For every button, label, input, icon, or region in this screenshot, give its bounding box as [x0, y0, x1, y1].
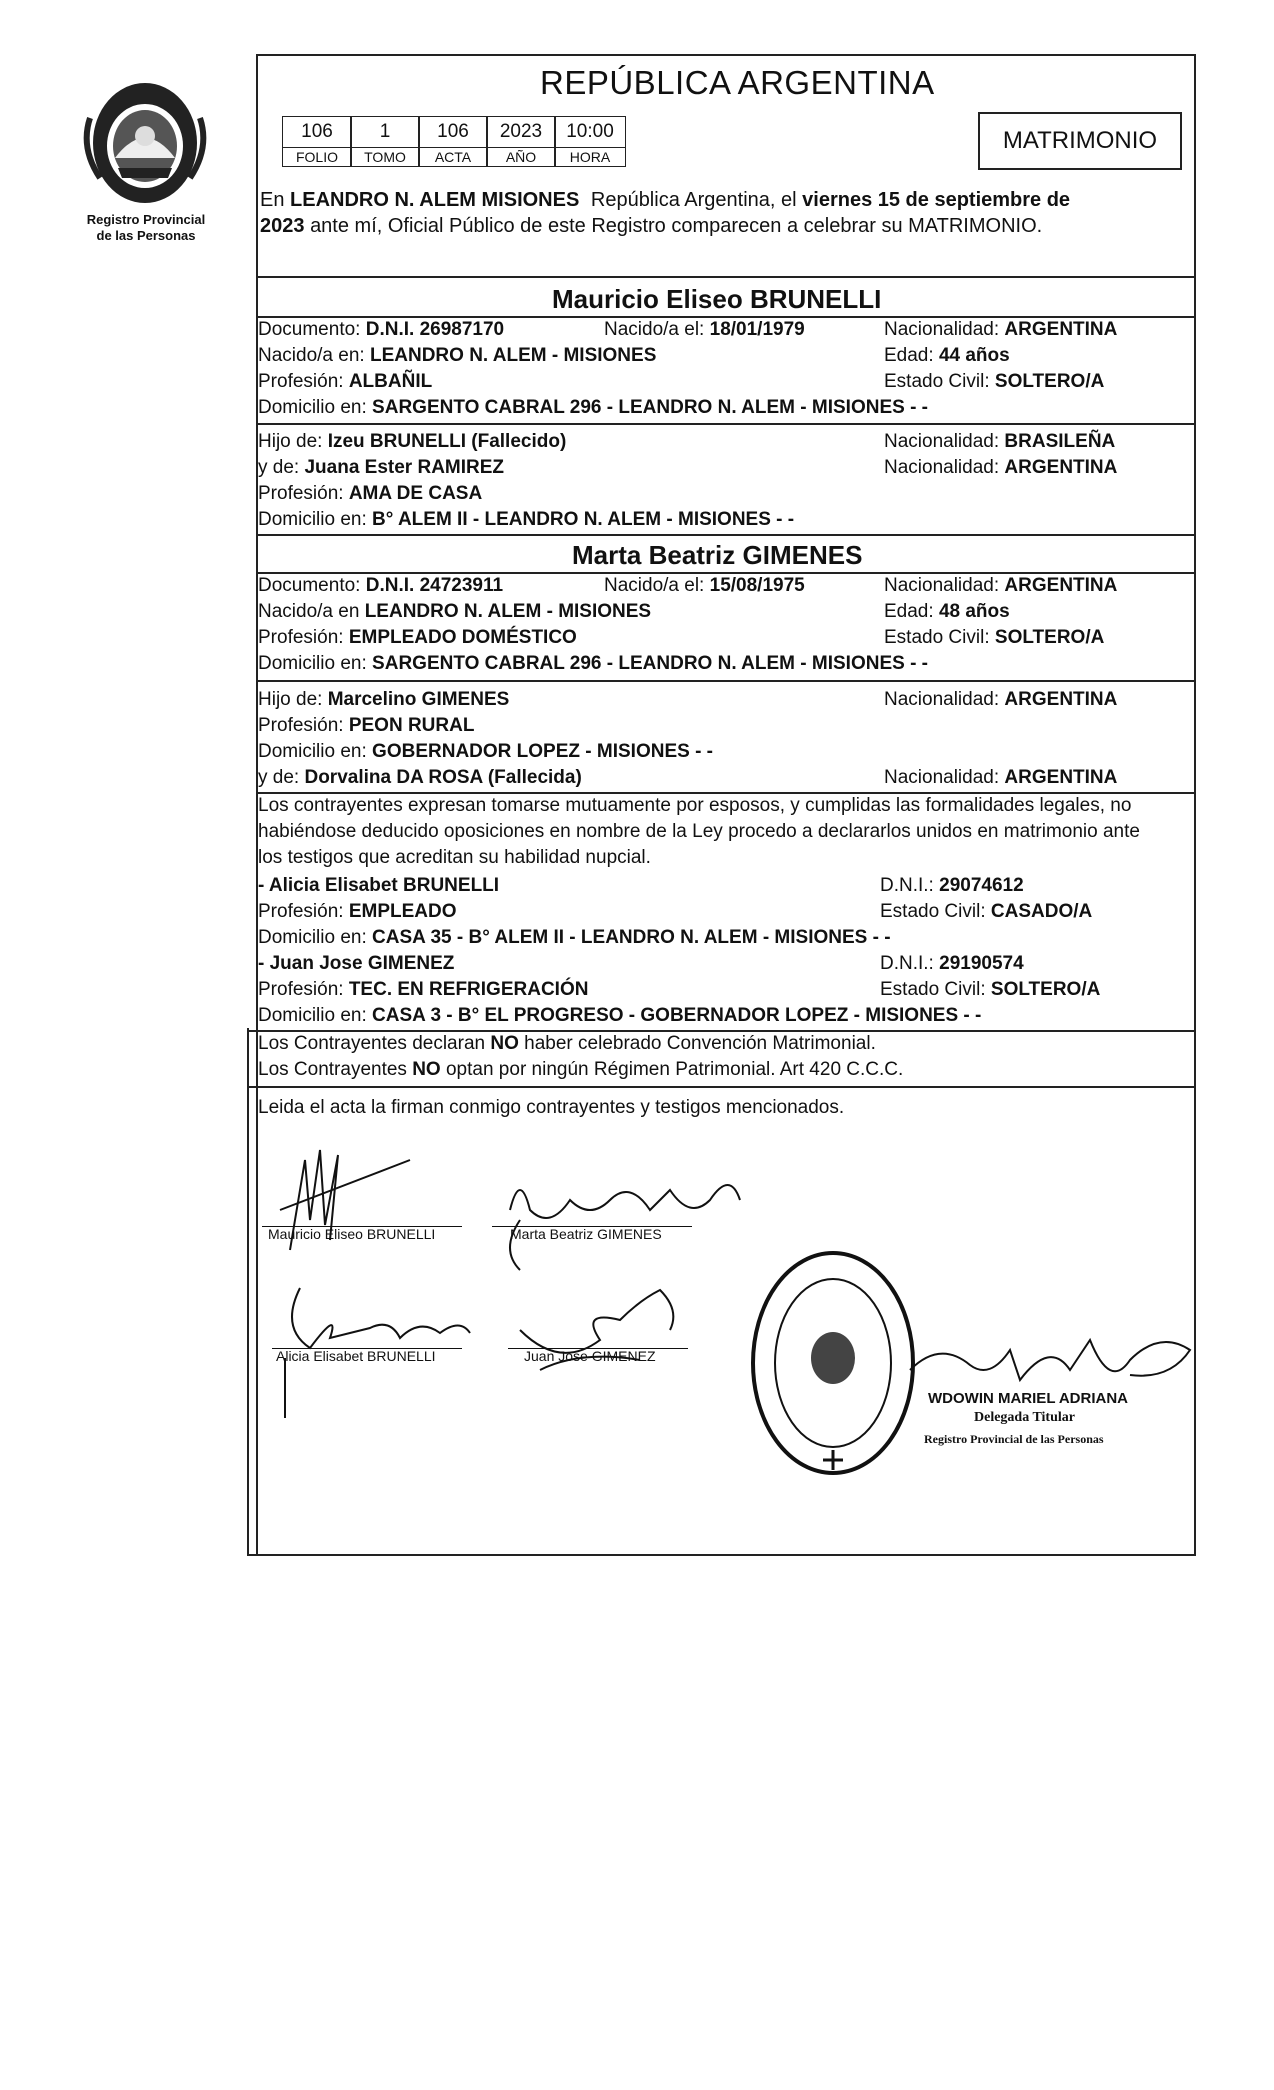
- groom-born: Nacido/a el: 18/01/1979: [604, 319, 805, 340]
- frame-bottom-rule: [247, 1554, 1194, 1556]
- bride-father-prof: Profesión: PEON RURAL: [258, 715, 475, 736]
- bride-father-dom: Domicilio en: GOBERNADOR LOPEZ - MISIONES - -: [258, 741, 713, 762]
- year-value: 2023: [486, 116, 556, 148]
- official-title: Delegada Titular: [974, 1410, 1075, 1425]
- frame-left-lower: [247, 1028, 249, 1554]
- groom-place: Nacido/a en: LEANDRO N. ALEM - MISIONES: [258, 345, 657, 366]
- bride-civil: Estado Civil: SOLTERO/A: [884, 627, 1105, 648]
- closing-rule: [247, 1086, 1194, 1088]
- declaration-line-1: Los contrayentes expresan tomarse mutuamente por esposos, y cumplidas las formalidades legales, no: [258, 795, 1132, 816]
- bride-mother: y de: Dorvalina DA ROSA (Fallecida): [258, 767, 582, 788]
- witness-2-signature-name: Juan Jose GIMENEZ: [524, 1348, 656, 1364]
- bride-signature-name: Marta Beatriz GIMENES: [510, 1226, 662, 1242]
- tomo-label: TOMO: [350, 147, 420, 167]
- witness-1-dom: Domicilio en: CASA 35 - B° ALEM II - LEANDRO N. ALEM - MISIONES - -: [258, 927, 891, 948]
- official-seal-icon: [748, 1248, 918, 1478]
- witness-1-signature-name: Alicia Elisabet BRUNELLI: [276, 1348, 436, 1364]
- witness-2-dni: D.N.I.: 29190574: [880, 953, 1024, 974]
- groom-mother-nat: Nacionalidad: ARGENTINA: [884, 457, 1118, 478]
- folio-label: FOLIO: [282, 147, 352, 167]
- bride-signature: [490, 1160, 770, 1280]
- witness-1-civil: Estado Civil: CASADO/A: [880, 901, 1093, 922]
- groom-dom: Domicilio en: SARGENTO CABRAL 296 - LEANDRO N. ALEM - MISIONES - -: [258, 397, 929, 418]
- closing-text: Leida el acta la firman conmigo contrayentes y testigos mencionados.: [258, 1097, 845, 1118]
- registry-logo: [70, 78, 220, 208]
- tomo-value: 1: [350, 116, 420, 148]
- bride-born: Nacido/a el: 15/08/1975: [604, 575, 805, 596]
- groom-signature: [260, 1140, 420, 1260]
- intro-line-1: En LEANDRO N. ALEM MISIONES República Argentina, el viernes 15 de septiembre de: [260, 189, 1071, 211]
- groom-age: Edad: 44 años: [884, 345, 1010, 366]
- groom-prof: Profesión: ALBAÑIL: [258, 371, 433, 392]
- regime-line-1: Los Contrayentes declaran NO haber celebrado Convención Matrimonial.: [258, 1033, 876, 1054]
- hour-label: HORA: [554, 147, 626, 167]
- bride-dom: Domicilio en: SARGENTO CABRAL 296 - LEANDRO N. ALEM - MISIONES - -: [258, 653, 929, 674]
- groom-father: Hijo de: Izeu BRUNELLI (Fallecido): [258, 431, 567, 452]
- witness-2-signature: [500, 1270, 700, 1390]
- act-type-box: [978, 112, 1182, 170]
- witness-1-dni: D.N.I.: 29074612: [880, 875, 1024, 896]
- witness-2-name: - Juan Jose GIMENEZ: [258, 953, 455, 974]
- act-type: MATRIMONIO: [1002, 127, 1158, 154]
- bride-name: Marta Beatriz GIMENES: [572, 540, 863, 570]
- acta-value: 106: [418, 116, 488, 148]
- groom-doc: Documento: D.N.I. 26987170: [258, 319, 505, 340]
- bride-age: Edad: 48 años: [884, 601, 1010, 622]
- hour-value: 10:00: [554, 116, 626, 148]
- groom-parent-dom: Domicilio en: B° ALEM II - LEANDRO N. ALEM - MISIONES - -: [258, 509, 795, 530]
- witness-1-name: - Alicia Elisabet BRUNELLI: [258, 875, 500, 896]
- groom-father-nat: Nacionalidad: BRASILEÑA: [884, 431, 1116, 452]
- coat-of-arms-icon: [70, 78, 220, 208]
- witness-2-dom: Domicilio en: CASA 3 - B° EL PROGRESO - GOBERNADOR LOPEZ - MISIONES - -: [258, 1005, 982, 1026]
- groom-parent-prof: Profesión: AMA DE CASA: [258, 483, 483, 504]
- official-name: WDOWIN MARIEL ADRIANA: [928, 1390, 1128, 1407]
- groom-civil: Estado Civil: SOLTERO/A: [884, 371, 1105, 392]
- official-org: Registro Provincial de las Personas: [924, 1432, 1104, 1446]
- page-title: REPÚBLICA ARGENTINA: [540, 64, 935, 101]
- groom-top-rule: [256, 276, 1194, 278]
- groom-mother: y de: Juana Ester RAMIREZ: [258, 457, 505, 478]
- registry-label: Registro Provincial de las Personas: [86, 212, 206, 243]
- declaration-line-2: habiéndose deducido oposiciones en nombre de la Ley procedo a declararlos unidos en matrimonio ante: [258, 821, 1140, 842]
- bride-doc: Documento: D.N.I. 24723911: [258, 575, 504, 596]
- witness-2-prof: Profesión: TEC. EN REFRIGERACIÓN: [258, 979, 589, 1000]
- witness-1-prof: Profesión: EMPLEADO: [258, 901, 457, 922]
- groom-name: Mauricio Eliseo BRUNELLI: [552, 284, 882, 314]
- bride-father: Hijo de: Marcelino GIMENES: [258, 689, 510, 710]
- bride-parents-rule: [256, 680, 1194, 682]
- bride-mother-nat: Nacionalidad: ARGENTINA: [884, 767, 1118, 788]
- bride-prof: Profesión: EMPLEADO DOMÉSTICO: [258, 627, 577, 648]
- year-label: AÑO: [486, 147, 556, 167]
- groom-nat: Nacionalidad: ARGENTINA: [884, 319, 1118, 340]
- bride-place: Nacido/a en LEANDRO N. ALEM - MISIONES: [258, 601, 652, 622]
- regime-line-2: Los Contrayentes NO optan por ningún Régimen Patrimonial. Art 420 C.C.C.: [258, 1059, 904, 1080]
- declaration-line-3: los testigos que acreditan su habilidad nupcial.: [258, 847, 651, 868]
- groom-signature-name: Mauricio Eliseo BRUNELLI: [268, 1226, 436, 1242]
- folio-value: 106: [282, 116, 352, 148]
- acta-label: ACTA: [418, 147, 488, 167]
- groom-parents-rule: [256, 423, 1194, 425]
- bride-top-rule: [256, 534, 1194, 536]
- bride-nat: Nacionalidad: ARGENTINA: [884, 575, 1118, 596]
- witness-2-civil: Estado Civil: SOLTERO/A: [880, 979, 1101, 1000]
- bride-father-nat: Nacionalidad: ARGENTINA: [884, 689, 1118, 710]
- intro-line-2: 2023 ante mí, Oficial Público de este Registro comparecen a celebrar su MATRIMONIO.: [260, 215, 1043, 237]
